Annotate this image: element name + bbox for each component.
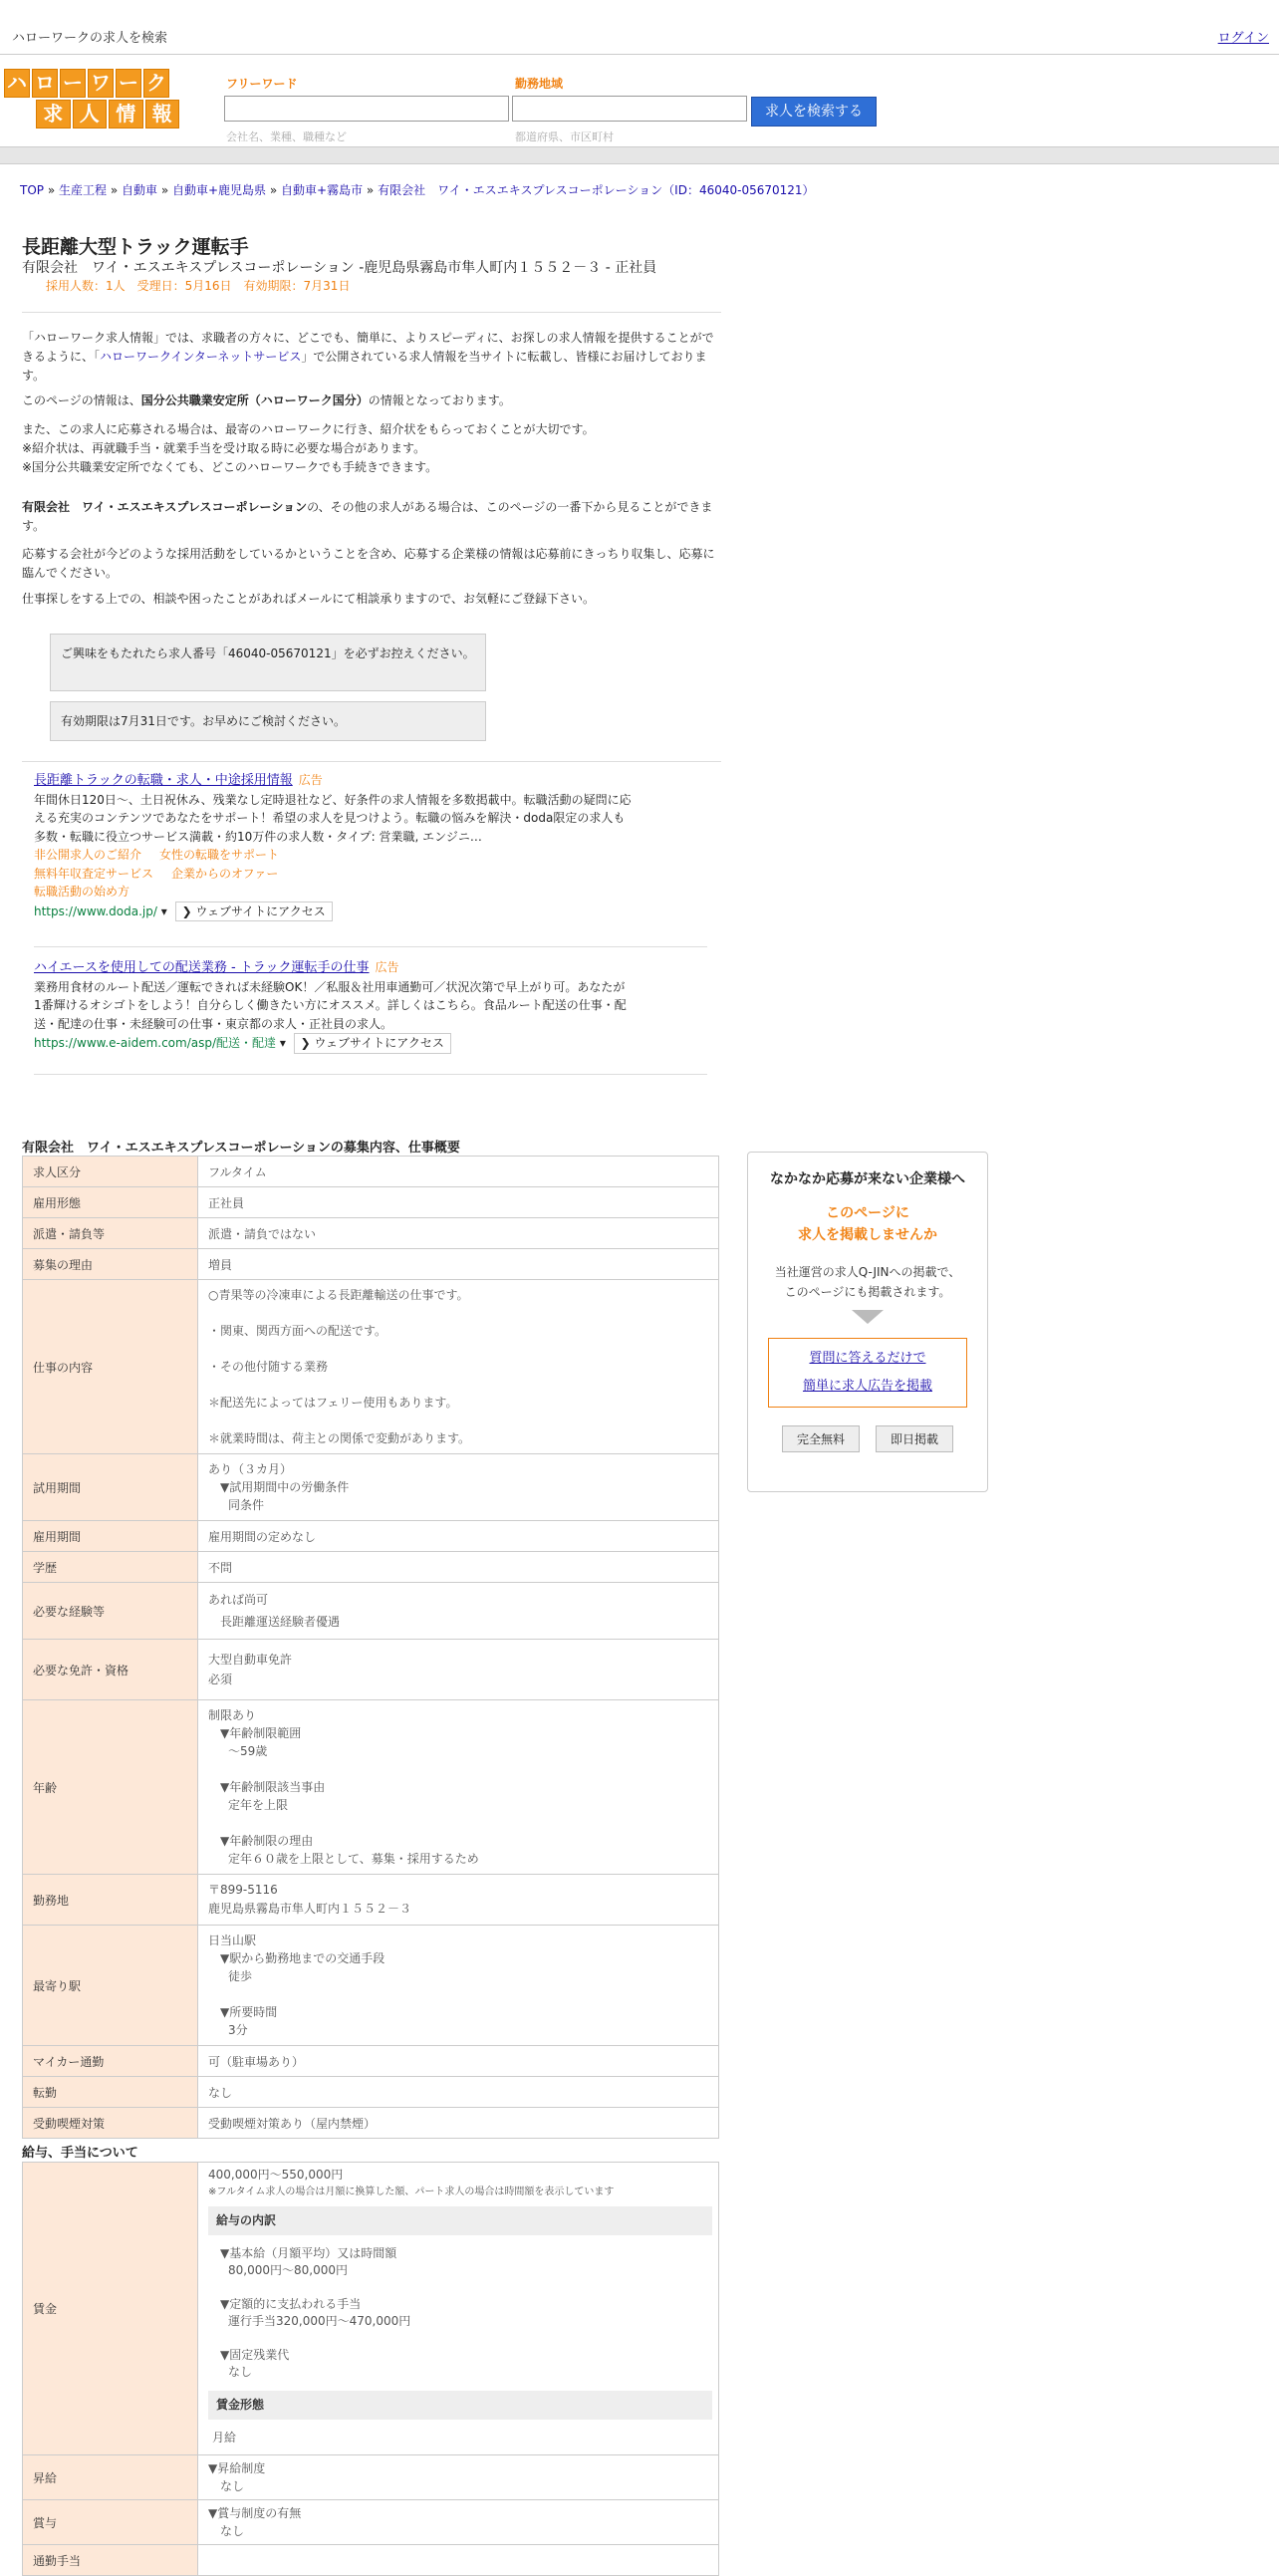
- divider: [34, 1074, 707, 1075]
- row-value: [198, 2163, 719, 2455]
- table-row: [23, 1875, 719, 1926]
- row-key: 最寄り駅: [23, 1926, 198, 2046]
- divider: [34, 946, 707, 947]
- row-key: 派遣・請負等: [23, 1218, 198, 1249]
- detail-section-title: 有限会社 ワイ・エスエキスプレスコーポレーションの募集内容、仕事概要: [22, 1141, 460, 1156]
- row-key: 昇給: [23, 2455, 198, 2500]
- row-value: [198, 2545, 719, 2576]
- promo-orange-text: [748, 1202, 987, 1246]
- intro-text: 」で公開されている求人情報を当サイトに転載し、皆様にお届けしております。: [22, 350, 707, 383]
- value-line: なし: [220, 2524, 245, 2538]
- ad-url[interactable]: https://www.e-aidem.com/asp/配送・配達: [34, 1036, 277, 1050]
- promo-description: [748, 1262, 987, 1302]
- table-row: [23, 2163, 719, 2455]
- company-name: 有限会社 ワイ・エスエキスプレスコーポレーション: [22, 500, 308, 514]
- value-line: 運行手当320,000円〜470,000円: [228, 2314, 411, 2328]
- ad-title-link[interactable]: 長距離トラックの転職・求人・中途採用情報: [34, 773, 293, 788]
- intro-text: ※紹介状は、再就職手当・就業手当を受け取る時に必要な場合があります。: [22, 441, 426, 455]
- breadcrumb-link[interactable]: 自動車+鹿児島県: [172, 183, 267, 197]
- table-row: [23, 1249, 719, 1280]
- value-line: ▼駅から勤務地までの交通手段: [220, 1951, 385, 1965]
- visit-website-button[interactable]: ❯ ウェブサイトにアクセス: [175, 902, 333, 922]
- wage-note: ※フルタイム求人の場合は月額に換算した額、パート求人の場合は時間額を表示しています: [208, 2187, 615, 2197]
- row-key: 受動喫煙対策: [23, 2108, 198, 2139]
- row-key: 転勤: [23, 2077, 198, 2108]
- area-label: 勤務地域: [515, 77, 564, 91]
- row-key: 通勤手当: [23, 2545, 198, 2576]
- login-link[interactable]: ログイン: [1217, 31, 1269, 46]
- table-row: [23, 2455, 719, 2500]
- promo-link[interactable]: 質問に答えるだけで: [809, 1351, 926, 1366]
- promo-link-box: [768, 1338, 967, 1408]
- job-detail-table: [22, 1156, 719, 2139]
- value-line: 3分: [228, 2023, 248, 2037]
- intro-text: の情報となっております。: [368, 393, 511, 407]
- value-line: ・関東、関西方面への配送です。: [208, 1324, 387, 1338]
- value-line: ▼試用期間中の労働条件: [220, 1480, 350, 1494]
- value-line: 徒歩: [228, 1969, 253, 1983]
- divider: [22, 761, 721, 762]
- logo-char: 報: [145, 100, 180, 129]
- job-meta: 採用人数：1人 受理日：5月16日 有効期限：7月31日: [46, 279, 351, 293]
- freeword-label: フリーワード: [226, 77, 298, 91]
- free-badge[interactable]: 完全無料: [782, 1425, 860, 1452]
- row-key: 試用期間: [23, 1454, 198, 1521]
- table-row: [23, 1521, 719, 1552]
- row-value: 可（駐車場あり）: [198, 2046, 719, 2077]
- table-row: [23, 2545, 719, 2576]
- divider: [22, 312, 721, 313]
- row-value: 受動喫煙対策あり（屋内禁煙）: [198, 2108, 719, 2139]
- logo-char: 求: [36, 100, 71, 129]
- value-line: 大型自動車免許: [208, 1653, 293, 1667]
- row-key: 賃金: [23, 2163, 198, 2455]
- row-value: 不問: [198, 1552, 719, 1583]
- intro-text: 「ハローワーク求人情報」では、求職者の方々に、どこでも、簡単に、よりスピーディに、お探しの求人情報を提供することができるように、「: [22, 331, 714, 364]
- value-line: 制限あり: [208, 1708, 257, 1722]
- row-key: 賞与: [23, 2500, 198, 2545]
- wage-form: 月給: [212, 2431, 237, 2445]
- table-row: [23, 1640, 719, 1700]
- advertiser-promo-box: [747, 1152, 988, 1492]
- logo-char: 情: [109, 100, 143, 129]
- breadcrumb-link[interactable]: 自動車: [122, 183, 158, 197]
- value-line: 〜59歳: [228, 1744, 268, 1758]
- value-line: ＊配送先によってはフェリー使用もあります。: [208, 1396, 458, 1410]
- row-value: [198, 1875, 719, 1926]
- row-value: [198, 1454, 719, 1521]
- logo-char: ハ: [4, 69, 30, 98]
- value-line: 80,000円〜80,000円: [228, 2263, 348, 2277]
- intro-paragraph: [22, 498, 719, 536]
- row-key: 学歴: [23, 1552, 198, 1583]
- value-line: なし: [228, 2365, 253, 2379]
- freeword-hint: 会社名、業種、職種など: [226, 130, 347, 143]
- freeword-input[interactable]: [224, 96, 509, 122]
- row-value: [198, 1583, 719, 1640]
- promo-link[interactable]: 簡単に求人広告を掲載: [802, 1379, 932, 1394]
- notice-box: ご興味をもたれたら求人番号「46040-05670121」を必ずお控えください。: [50, 634, 486, 691]
- notice-box: 有効期限は7月31日です。お早めにご検討ください。: [50, 701, 486, 741]
- value-line: 〒899-5116: [208, 1883, 278, 1897]
- area-hint: 都道府県、市区町村: [515, 130, 614, 143]
- table-row: [23, 1454, 719, 1521]
- row-key: 年齢: [23, 1700, 198, 1875]
- breadcrumb-link[interactable]: 生産工程: [59, 183, 108, 197]
- value-line: 必須: [208, 1673, 233, 1686]
- promo-desc-line: 当社運営の求人Q-JINへの掲載で、: [774, 1265, 961, 1279]
- ad-sitelink[interactable]: 無料年収査定サービス: [34, 866, 154, 881]
- row-key: 必要な経験等: [23, 1583, 198, 1640]
- table-row: [23, 2500, 719, 2545]
- value-line: 日当山駅: [208, 1933, 257, 1947]
- intro-paragraph: 応募する会社が今どのような採用活動をしているかということを含め、応募する企業様の情報は応募前にきっちり収集し、応募に臨んでください。: [22, 547, 715, 580]
- intro-text: ※国分公共職業安定所でなくても、どこのハローワークでも手続きできます。: [22, 460, 438, 474]
- logo-char: ロ: [32, 69, 58, 98]
- row-value: フルタイム: [198, 1157, 719, 1187]
- value-line: ▼年齢制限の理由: [220, 1834, 314, 1848]
- row-value: [198, 2500, 719, 2545]
- row-value: [198, 2455, 719, 2500]
- value-line: ▼賞与制度の有無: [208, 2506, 302, 2520]
- table-row: [23, 1552, 719, 1583]
- ad-block: 長距離トラックの転職・求人・中途採用情報 広告 年間休日120日～、土日祝休み、残業なし定時退社など、好条件の求人情報を多数掲載中。転職活動の疑問に応える充実のコンテンツであなたをサポート！希望の求人を見つけよう。転職の悩みを解決・doda限定の求人も多数・転職に役立つサービス満載・約10万件の求人数・タイプ: 営業職, エンジニ… 非公開求人のご紹介 女性の転職をサポート 無料年収査定サービス 企業からのオファー 転職活動の始め方 https://www.doda.jp/ ▾ ❯ ウェブサイトにアクセス: [34, 771, 632, 921]
- site-title: ハローワークの求人を検索: [12, 31, 168, 46]
- value-line: ○青果等の冷凍車による長距離輸送の仕事です。: [208, 1288, 469, 1302]
- divider-band: [0, 146, 1279, 164]
- table-row: [23, 1280, 719, 1454]
- value-line: 鹿児島県霧島市隼人町内１５５２－３: [208, 1902, 412, 1916]
- logo-char: ー: [116, 69, 141, 98]
- row-key: 募集の理由: [23, 1249, 198, 1280]
- value-line: ▼所要時間: [220, 2005, 278, 2019]
- row-value: [198, 1640, 719, 1700]
- row-key: 雇用形態: [23, 1187, 198, 1218]
- value-line: ▼定額的に支払われる手当: [220, 2297, 362, 2311]
- arrow-down-icon: [852, 1310, 884, 1324]
- ad-tag: 広告: [375, 960, 399, 974]
- ad-description: 業務用食材のルート配送／運転できれば未経験OK！／私服＆社用車通勤可／状況次第で早上がり可。あなたが1番輝けるオシゴトをしよう！自分らしく働きたい方にオススメ。詳しくはこちら。食品ルート配送の仕事・配送・配達の仕事・未経験可の仕事・東京都の求人・正社員の求人。: [34, 979, 627, 1031]
- intro-paragraph: 仕事探しをする上での、相談や困ったことがあればメールにて相談承りますので、お気軽にご登録下さい。: [22, 592, 596, 606]
- table-row: [23, 1583, 719, 1640]
- job-title: 長距離大型トラック運転手: [22, 236, 249, 258]
- table-row: [23, 1218, 719, 1249]
- ad-sitelink[interactable]: 女性の転職をサポート: [159, 848, 280, 862]
- ad-sitelink[interactable]: 非公開求人のご紹介: [34, 848, 142, 862]
- table-row: [23, 1926, 719, 2046]
- hellowork-logo[interactable]: [4, 69, 179, 129]
- intro-text: また、この求人に応募される場合は、最寄のハローワークに行き、紹介状をもらっておくことが大切です。: [22, 422, 595, 436]
- wage-range: 400,000円〜550,000円: [208, 2168, 344, 2182]
- row-key: 仕事の内容: [23, 1280, 198, 1454]
- row-key: 必要な免許・資格: [23, 1640, 198, 1700]
- breakdown-header: 給与の内訳: [208, 2206, 712, 2235]
- value-line: ▼昇給制度: [208, 2461, 266, 2475]
- breadcrumb-link[interactable]: 有限会社 ワイ・エスエキスプレスコーポレーション（ID：46040-05670121）: [378, 183, 815, 197]
- row-value: [198, 1280, 719, 1454]
- value-line: なし: [220, 2479, 245, 2493]
- search-row: [0, 55, 1279, 146]
- ad-sitelink[interactable]: 企業からのオファー: [171, 866, 279, 881]
- row-value: 雇用期間の定めなし: [198, 1521, 719, 1552]
- promo-orange-line: 求人を掲載しませんか: [798, 1227, 937, 1243]
- intro-text: このページの情報は、: [22, 393, 141, 407]
- value-line: ・その他付随する業務: [208, 1360, 329, 1374]
- ad-url[interactable]: https://www.doda.jp/: [34, 903, 157, 918]
- logo-char: 人: [73, 100, 108, 129]
- intro-paragraph: [22, 420, 719, 477]
- area-input[interactable]: [512, 96, 747, 122]
- wage-form-header: 賃金形態: [208, 2391, 712, 2420]
- intro-paragraph: [22, 329, 719, 386]
- row-key: マイカー通勤: [23, 2046, 198, 2077]
- row-value: 増員: [198, 1249, 719, 1280]
- row-key: 勤務地: [23, 1875, 198, 1926]
- logo-char: ー: [60, 69, 86, 98]
- table-row: [23, 2108, 719, 2139]
- breadcrumb: TOP » 生産工程 » 自動車 » 自動車+鹿児島県 » 自動車+霧島市 » 有限会社 ワイ・エスエキスプレスコーポレーション（ID：46040-05670121）: [20, 183, 815, 197]
- value-line: ▼基本給（月額平均）又は時間額: [220, 2246, 397, 2260]
- pay-section-title: 給与、手当について: [22, 2146, 138, 2161]
- office-name: 国分公共職業安定所（ハローワーク国分）: [140, 393, 369, 407]
- value-line: あり（３カ月）: [208, 1462, 293, 1476]
- value-line: 定年を上限: [228, 1798, 289, 1812]
- value-line: 同条件: [228, 1498, 265, 1512]
- value-line: ▼年齢制限範囲: [220, 1726, 302, 1740]
- logo-char: ワ: [88, 69, 114, 98]
- value-line: ▼固定残業代: [220, 2348, 290, 2362]
- promo-orange-line: このページに: [826, 1205, 909, 1221]
- row-value: [198, 1926, 719, 2046]
- pay-table: [22, 2162, 719, 2576]
- row-value: 派遣・請負ではない: [198, 1218, 719, 1249]
- value-line: ▼年齢制限該当事由: [220, 1780, 326, 1794]
- value-line: 定年６０歳を上限として、募集・採用するため: [228, 1852, 479, 1866]
- row-value: [198, 1700, 719, 1875]
- intro-text: の、その他の求人がある場合は、このページの一番下から見ることができます。: [22, 500, 713, 533]
- row-value: 正社員: [198, 1187, 719, 1218]
- intro-paragraph: [22, 391, 719, 410]
- row-key: 求人区分: [23, 1157, 198, 1187]
- table-row: [23, 2077, 719, 2108]
- value-line: あれば尚可: [208, 1593, 269, 1607]
- visit-website-button[interactable]: ❯ ウェブサイトにアクセス: [294, 1033, 451, 1054]
- table-row: [23, 2046, 719, 2077]
- ad-description: 年間休日120日～、土日祝休み、残業なし定時退社など、好条件の求人情報を多数掲載中。転職活動の疑問に応える充実のコンテンツであなたをサポート！希望の求人を見つけよう。転職の悩みを解決・doda限定の求人も多数・転職に役立つサービス満載・約10万件の求人数・タイプ: 営業職, エンジニ…: [34, 792, 632, 844]
- search-button[interactable]: 求人を検索する: [751, 97, 877, 127]
- promo-desc-line: このページにも掲載されます。: [784, 1285, 951, 1299]
- hellowork-internet-link[interactable]: ハローワークインターネットサービス: [100, 350, 302, 364]
- table-row: [23, 1157, 719, 1187]
- row-value: なし: [198, 2077, 719, 2108]
- value-line: ＊就業時間は、荷主との関係で変動があります。: [208, 1431, 471, 1445]
- promo-heading: なかなか応募が来ない企業様へ: [770, 1171, 965, 1187]
- ad-sitelink[interactable]: 転職活動の始め方: [34, 885, 130, 899]
- table-row: [23, 1187, 719, 1218]
- breadcrumb-link[interactable]: 自動車+霧島市: [281, 183, 364, 197]
- logo-char: ク: [143, 69, 169, 98]
- top-bar: [0, 0, 1279, 55]
- table-row: [23, 1700, 719, 1875]
- row-key: 雇用期間: [23, 1521, 198, 1552]
- breadcrumb-link[interactable]: TOP: [20, 183, 45, 197]
- ad-tag: 広告: [298, 773, 323, 787]
- ad-block: ハイエースを使用しての配送業務 - トラック運転手の仕事 広告 業務用食材のルート配送／運転できれば未経験OK！／私服＆社用車通勤可／状況次第で早上がり可。あなたが1番輝けるオシゴトをしよう！自分らしく働きたい方にオススメ。詳しくはこちら。食品ルート配送の仕事・配送・配達の仕事・未経験可の仕事・東京都の求人・正社員の求人。 https://www.e-aidem.com/asp/配送・配達 ▾ ❯ ウェブサイトにアクセス: [34, 958, 632, 1054]
- same-day-badge[interactable]: 即日掲載: [876, 1425, 953, 1452]
- value-line: 長距離運送経験者優遇: [220, 1615, 341, 1629]
- ad-title-link[interactable]: ハイエースを使用しての配送業務 - トラック運転手の仕事: [34, 960, 370, 975]
- company-line: 有限会社 ワイ・エスエキスプレスコーポレーション -鹿児島県霧島市隼人町内１５５２－３ - 正社員: [22, 260, 657, 276]
